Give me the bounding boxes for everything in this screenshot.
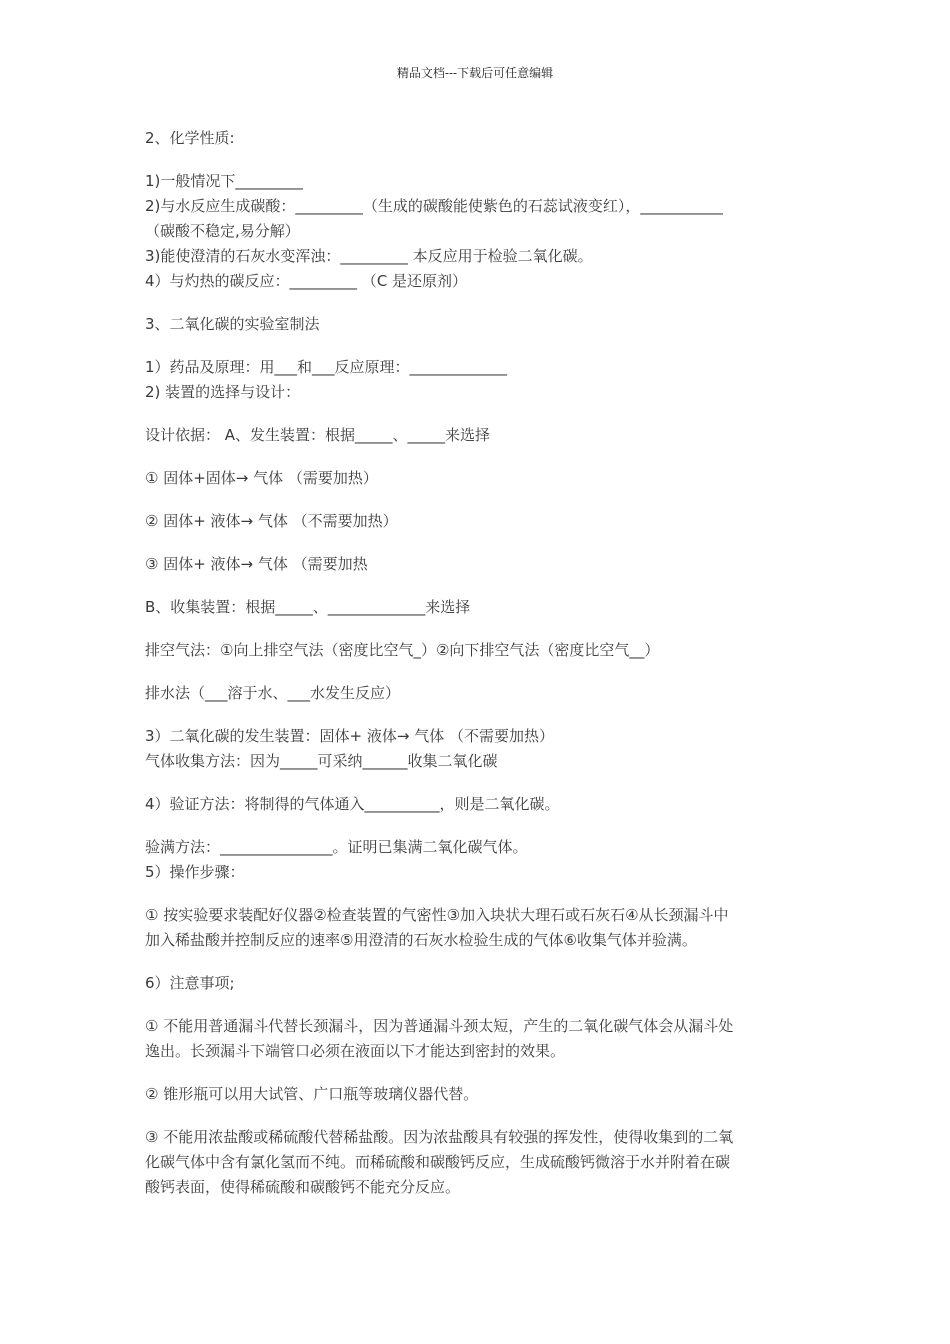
text-line: 4）验证方法：将制得的气体通入__________，则是二氧化碳。 (145, 795, 560, 813)
page-header: 精品文档---下载后可任意编辑 (396, 66, 554, 80)
paragraph-gap (145, 337, 810, 355)
paragraph-gap (145, 405, 810, 423)
text-line: 逸出。长颈漏斗下端管口必须在液面以下才能达到密封的效果。 (145, 1042, 566, 1060)
text-line: 2)与水反应生成碳酸：_________（生成的碳酸能使紫色的石蕊试液变红），___________ (145, 197, 723, 215)
text-line: 化碳气体中含有氯化氢而不纯。而稀硫酸和碳酸钙反应，生成硫酸钙微溶于水并附着在碳 (145, 1153, 731, 1171)
text-line: 2、化学性质: (145, 129, 235, 147)
text-line: B、收集装置：根据_____、_____________来选择 (145, 598, 471, 616)
paragraph-gap (145, 1064, 810, 1082)
text-line: ② 固体+ 液体→ 气体 （不需要加热） (145, 512, 398, 530)
paragraph-gap (145, 491, 810, 509)
document-body (145, 126, 810, 1200)
text-line: 酸钙表面，使得稀硫酸和碳酸钙不能充分反应。 (145, 1178, 461, 1196)
text-line: ③ 不能用浓盐酸或稀硫酸代替稀盐酸。因为浓盐酸具有较强的挥发性，使得收集到的二氧 (145, 1128, 734, 1146)
text-line: 气体收集方法：因为_____可采纳______收集二氧化碳 (145, 752, 498, 770)
text-line: 1）药品及原理：用___和___反应原理：_____________ (145, 358, 508, 376)
paragraph-gap (145, 577, 810, 595)
paragraph-gap (145, 885, 810, 903)
text-line: ① 固体+固体→ 气体 （需要加热） (145, 469, 378, 487)
text-line: ② 锥形瓶可以用大试管、广口瓶等玻璃仪器代替。 (145, 1085, 479, 1103)
text-line: 6）注意事项; (145, 974, 235, 992)
paragraph-gap (145, 706, 810, 724)
text-line: ① 不能用普通漏斗代替长颈漏斗，因为普通漏斗颈太短，产生的二氧化碳气体会从漏斗处 (145, 1017, 734, 1035)
text-line: 排水法（___溶于水、___水发生反应） (145, 684, 401, 702)
paragraph-gap (145, 774, 810, 792)
text-line: 排空气法：①向上排空气法（密度比空气_）②向下排空气法（密度比空气__） (145, 641, 660, 659)
paragraph-gap (145, 534, 810, 552)
text-line: 设计依据： A、发生装置：根据_____、_____来选择 (145, 426, 491, 444)
text-line: ③ 固体+ 液体→ 气体 （需要加热 (145, 555, 368, 573)
paragraph-gap (145, 663, 810, 681)
paragraph-gap (145, 953, 810, 971)
text-line: 1)一般情况下_________ (145, 172, 303, 190)
text-line: 3)能使澄清的石灰水变浑浊：_________ 本反应用于检验二氧化碳。 (145, 247, 593, 265)
text-line: 3）二氧化碳的发生装置：固体+ 液体→ 气体 （不需要加热） (145, 727, 554, 745)
text-line: 加入稀盐酸并控制反应的速率⑤用澄清的石灰水检验生成的气体⑥收集气体并验满。 (145, 931, 697, 949)
text-line: 3、二氧化碳的实验室制法 (145, 315, 320, 333)
text-line: 验满方法：_______________。证明已集满二氧化碳气体。 (145, 838, 528, 856)
paragraph-gap (145, 448, 810, 466)
paragraph-gap (145, 996, 810, 1014)
paragraph-gap (145, 817, 810, 835)
paragraph-gap (145, 1107, 810, 1125)
text-line: 2) 装置的选择与设计： (145, 383, 301, 401)
text-line: 4）与灼热的碳反应：_________ （C 是还原剂） (145, 272, 468, 290)
text-line: （碳酸不稳定,易分解） (145, 222, 300, 240)
text-line: 5）操作步骤： (145, 863, 245, 881)
text-line: ① 按实验要求装配好仪器②检查装置的气密性③加入块状大理石或石灰石④从长颈漏斗中 (145, 906, 729, 924)
paragraph-gap (145, 294, 810, 312)
paragraph-gap (145, 151, 810, 169)
paragraph-gap (145, 620, 810, 638)
